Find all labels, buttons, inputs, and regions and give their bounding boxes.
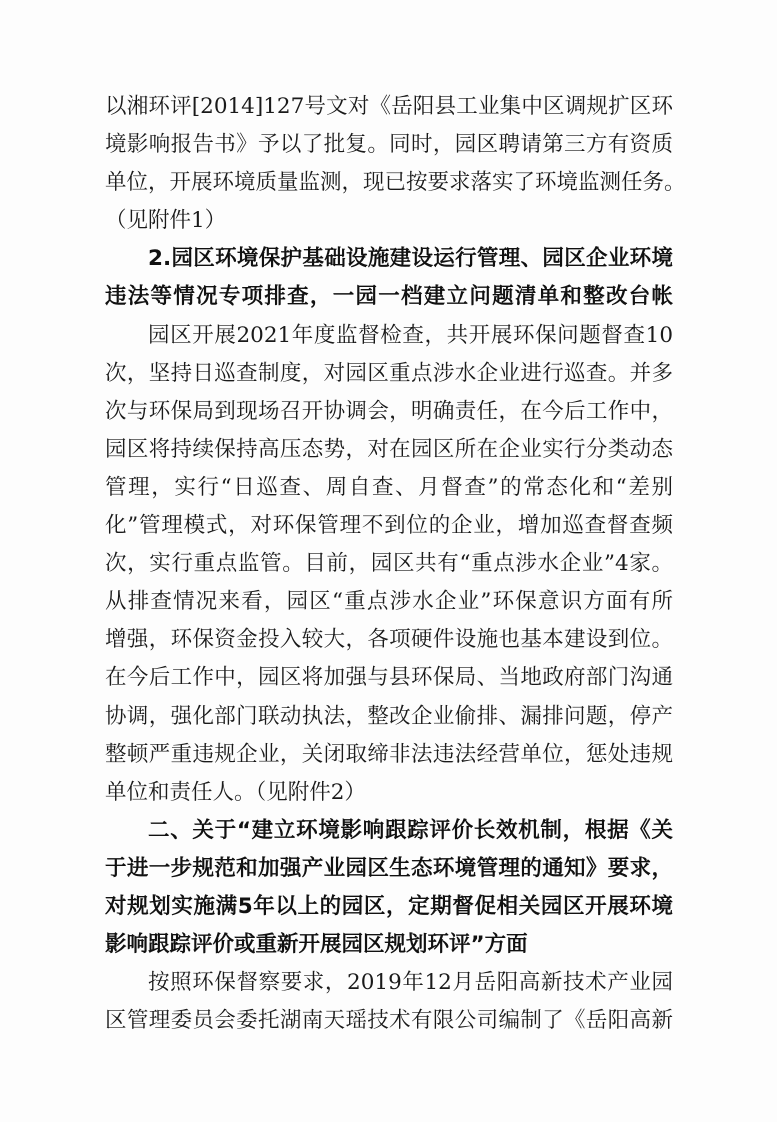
- heading-line: 影响跟踪评价或重新开展园区规划环评”方面: [105, 932, 528, 958]
- text-line: 次，实行重点监管。目前，园区共有“重点涉水企业”4家。: [105, 551, 673, 577]
- text-line: 管理，实行“日巡查、周自查、月督查”的常态化和“差别: [105, 474, 673, 500]
- text-line: 整顿严重违规企业，关闭取缔非法违法经营单位，惩处违规: [105, 741, 673, 767]
- heading-line: 2.园区环境保护基础设施建设运行管理、园区企业环境: [148, 246, 673, 272]
- text-line: （见附件1）: [105, 208, 227, 234]
- text-line: 在今后工作中，园区将加强与县环保局、当地政府部门沟通: [105, 665, 673, 691]
- paragraph-approval: [105, 88, 686, 240]
- section-heading-2: [105, 240, 673, 316]
- text-line: 增强，环保资金投入较大，各项硬件设施也基本建设到位。: [105, 627, 673, 653]
- heading-line: 对规划实施满5年以上的园区，定期督促相关园区开展环境: [105, 893, 673, 919]
- text-line: 从排查情况来看，园区“重点涉水企业”环保意识方面有所: [105, 589, 673, 615]
- text-line: 按照环保督察要求，2019年12月岳阳高新技术产业园: [148, 970, 673, 996]
- text-line: 次，坚持日巡查制度，对园区重点涉水企业进行巡查。并多: [105, 360, 673, 386]
- heading-line: 违法等情况专项排查，一园一档建立问题清单和整改台帐: [105, 284, 673, 310]
- text-line: 单位，开展环境质量监测，现已按要求落实了环境监测任务。: [105, 170, 686, 196]
- document-body: [105, 88, 686, 1040]
- heading-line: 于进一步规范和加强产业园区生态环境管理的通知》要求，: [105, 855, 673, 881]
- text-line: 化”管理模式，对环保管理不到位的企业，增加巡查督查频: [105, 513, 673, 539]
- text-line: 次与环保局到现场召开协调会，明确责任，在今后工作中，: [105, 398, 673, 424]
- text-line: 园区开展2021年度监督检查，共开展环保问题督查10: [148, 322, 673, 348]
- text-line: 以湘环评[2014]127号文对《岳阳县工业集中区调规扩区环: [105, 94, 673, 119]
- text-line: 单位和责任人。（见附件2）: [105, 779, 366, 805]
- text-line: 境影响报告书》予以了批复。同时，园区聘请第三方有资质: [105, 132, 673, 158]
- text-line: 区管理委员会委托湖南天瑶技术有限公司编制了《岳阳高新: [105, 1008, 673, 1034]
- text-line: 协调，强化部门联动执法，整改企业偷排、漏排问题，停产: [105, 703, 673, 729]
- paragraph-supervision: [105, 964, 673, 1040]
- heading-line: 二、关于“建立环境影响跟踪评价长效机制，根据《关: [148, 817, 673, 843]
- paragraph-inspection: [105, 317, 673, 812]
- text-line: 园区将持续保持高压态势，对在园区所在企业实行分类动态: [105, 436, 673, 462]
- section-heading-er: [105, 812, 673, 964]
